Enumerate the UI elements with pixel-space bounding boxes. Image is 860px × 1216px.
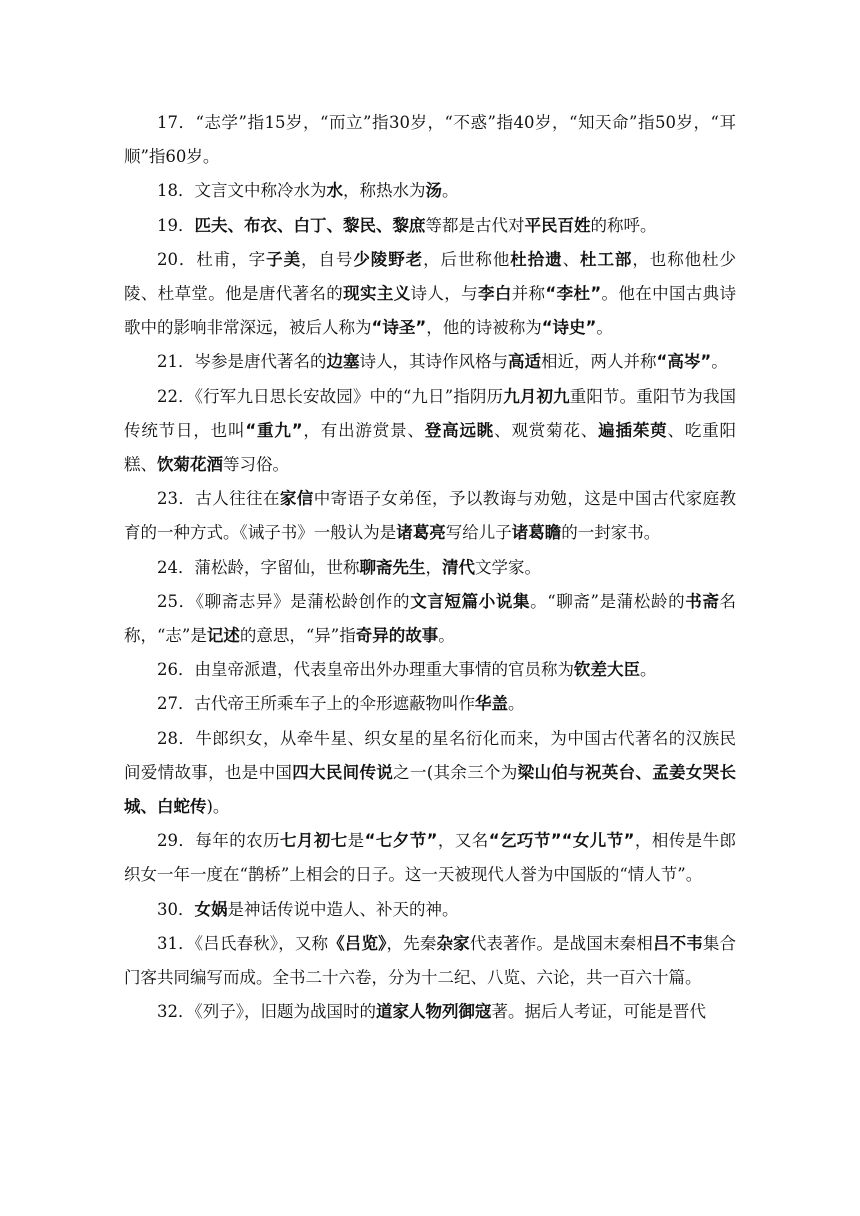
text-run: 17．“志学”指15岁，“而立”指30岁，“不惑”指40岁，“知天命”指50岁，“耳顺”指60岁。: [124, 113, 736, 167]
bold-term: 四大民间传说: [292, 762, 394, 782]
text-run: 名称，“志”是: [124, 591, 737, 646]
text-run: ，有出游赏景、: [302, 420, 425, 440]
text-run: ，后世称他: [423, 249, 511, 269]
text-run: 并称: [511, 284, 546, 304]
text-run: )。: [206, 797, 230, 817]
text-run: 22．《行军九日思长安故园》中的“九日”指阴历: [157, 386, 504, 406]
text-run: ，称热水为: [343, 181, 426, 201]
bold-term: 登高远眺: [424, 420, 495, 440]
bold-term: 遍插茱萸: [598, 420, 668, 440]
text-run: 诗人，与: [410, 284, 478, 304]
list-item: [124, 995, 736, 1029]
bold-term: “重九”: [245, 420, 303, 440]
list-item: [124, 551, 736, 585]
bold-term: 吕不韦: [652, 933, 703, 953]
text-run: 19．: [157, 215, 195, 235]
text-run: 相近，两人并称: [541, 352, 657, 372]
text-run: 29．每年的农历: [157, 831, 280, 851]
bold-term: 平民百姓: [524, 215, 591, 235]
bold-term: 家信: [279, 489, 314, 509]
bold-term: 水: [326, 181, 343, 201]
text-run: 。: [442, 181, 459, 201]
text-run: 24．蒲松龄，字留仙，世称: [157, 557, 360, 577]
bold-term: 奇异的故事: [355, 626, 439, 646]
list-item: [124, 585, 736, 653]
text-run: 中寄语子女弟侄，予以教诲与劝勉，这是中国古代家庭教育的一种方式。《诫子书》一般认为是: [124, 489, 737, 543]
bold-term: 饮菊花酒: [157, 455, 223, 475]
text-run: 、吃重阳糕、: [124, 420, 737, 475]
text-run: 写给儿子: [445, 523, 512, 543]
text-run: 。“聊斋”是蒲松龄的: [530, 591, 686, 611]
list-item: [124, 345, 736, 379]
bold-term: 记述: [206, 626, 240, 646]
bold-term: “七夕节”: [364, 831, 438, 851]
text-run: 、观赏菊花、: [494, 420, 599, 440]
bold-term: 诸葛瞻: [511, 523, 562, 543]
bold-term: 诸葛亮: [396, 523, 446, 543]
list-item: [124, 380, 736, 483]
text-run: 、: [562, 249, 580, 269]
text-run: 26．由皇帝派遣，代表皇帝出外办理重大事情的官员称为: [157, 660, 574, 680]
bold-term: 梁山伯与祝英台、孟姜女哭长城、白蛇传: [124, 762, 737, 817]
text-run: ，他的诗被称为: [426, 318, 542, 338]
text-run: 著。据后人考证，可能是晋代: [491, 1002, 706, 1022]
text-run: ，自号: [301, 249, 354, 269]
text-run: ，相传是牛郎织女一年一度在“鹊桥”上相会的日子。这一天被现代人誉为中国版的“情人节”。: [124, 831, 737, 885]
text-run: 31．《吕氏春秋》，又称: [157, 933, 329, 953]
bold-term: 边塞: [326, 352, 360, 372]
text-run: 文学家。: [475, 557, 541, 577]
bold-term: “诗史”: [541, 318, 597, 338]
bold-term: 九月初九: [503, 386, 570, 406]
text-run: 32．《列子》，旧题为战国时的: [157, 1002, 376, 1022]
list-item: [124, 893, 736, 927]
text-run: ，也称他杜少陵、杜草堂。他是唐代著名的: [124, 249, 736, 304]
bold-term: 清代: [442, 557, 475, 577]
text-run: 。: [640, 660, 657, 680]
text-run: 代表著作。是战国末秦相: [469, 933, 653, 953]
bold-term: “诗圣”: [371, 318, 427, 338]
bold-term: “高岑”: [656, 352, 712, 372]
bold-term: 高适: [508, 352, 541, 372]
text-run: 等都是古代对: [425, 215, 525, 235]
text-run: 的意思，“异”指: [239, 626, 356, 646]
bold-term: 杂家: [436, 933, 470, 953]
bold-term: 钦差大臣: [574, 660, 640, 680]
text-run: 等习俗。: [223, 455, 289, 475]
list-item: [124, 106, 736, 174]
bold-term: 匹夫、布衣、白丁、黎民、黎庶: [194, 215, 426, 235]
bold-term: “李杜”: [545, 284, 602, 304]
bold-term: 文言短篇小说集: [410, 591, 531, 611]
list-item: [124, 482, 736, 550]
bold-term: “乞巧节”“女儿节”: [488, 831, 635, 851]
text-run: 重阳节。重阳节为我国传统节日，也叫: [124, 386, 737, 440]
bold-term: 《吕览》: [328, 933, 387, 953]
bold-term: 道家人物: [376, 1002, 442, 1022]
text-run: 集合门客共同编写而成。全书二十六卷，分为十二纪、八览、六论，共一百六十篇。: [124, 933, 737, 988]
text-run: 的一封家书。: [561, 523, 661, 543]
text-run: 之一(其余三个为: [393, 762, 518, 782]
text-run: 。: [711, 352, 728, 372]
bold-term: 少陵野老: [353, 249, 424, 269]
text-run: 。: [508, 694, 525, 714]
text-run: 。: [596, 318, 613, 338]
text-run: ，: [425, 557, 442, 577]
bold-term: 汤: [425, 181, 442, 201]
bold-term: 李白: [477, 284, 512, 304]
list-item: [124, 722, 736, 825]
text-run: 30．: [157, 899, 195, 919]
text-run: 18．文言文中称冷水为: [157, 181, 327, 201]
bold-term: 聊斋先生: [359, 557, 426, 577]
bold-term: 杜拾遗: [510, 249, 563, 269]
bold-term: 杜工部: [580, 249, 633, 269]
text-run: 。他在中国古典诗歌中的影响非常深远，被后人称为: [124, 284, 737, 338]
document-body: [124, 106, 736, 1029]
bold-term: 书斋: [685, 591, 720, 611]
text-run: 25．《聊斋志异》是蒲松龄创作的: [157, 591, 411, 611]
bold-term: 子美: [266, 249, 301, 269]
list-item: [124, 174, 736, 208]
list-item: [124, 243, 736, 346]
text-run: 28．牛郎织女，从牵牛星、织女星的星名衍化而来，为中国古代著名的汉族民间爱情故事，也是中国: [124, 728, 736, 782]
text-run: ，又名: [437, 831, 489, 851]
text-run: 27．古代帝王所乘车子上的伞形遮蔽物叫作: [157, 694, 475, 714]
text-run: 20．杜甫，字: [157, 249, 267, 269]
text-run: 的称呼。: [590, 215, 657, 235]
text-run: ，先秦: [386, 933, 437, 953]
text-run: 。: [438, 626, 455, 646]
list-item: [124, 687, 736, 721]
bold-term: 现实主义: [343, 284, 411, 304]
text-run: 23．古人往往在: [157, 489, 280, 509]
bold-term: 华盖: [475, 694, 508, 714]
list-item: [124, 824, 736, 892]
text-run: 是神话传说中造人、补天的神。: [227, 899, 459, 919]
list-item: [124, 927, 736, 995]
list-item: [124, 653, 736, 687]
bold-term: 列御寇: [442, 1002, 492, 1022]
text-run: 21．岑参是唐代著名的: [157, 352, 327, 372]
bold-term: 七月初七: [279, 831, 348, 851]
text-run: 是: [347, 831, 365, 851]
list-item: [124, 209, 736, 243]
bold-term: 女娲: [194, 899, 228, 919]
text-run: 诗人，其诗作风格与: [359, 352, 508, 372]
